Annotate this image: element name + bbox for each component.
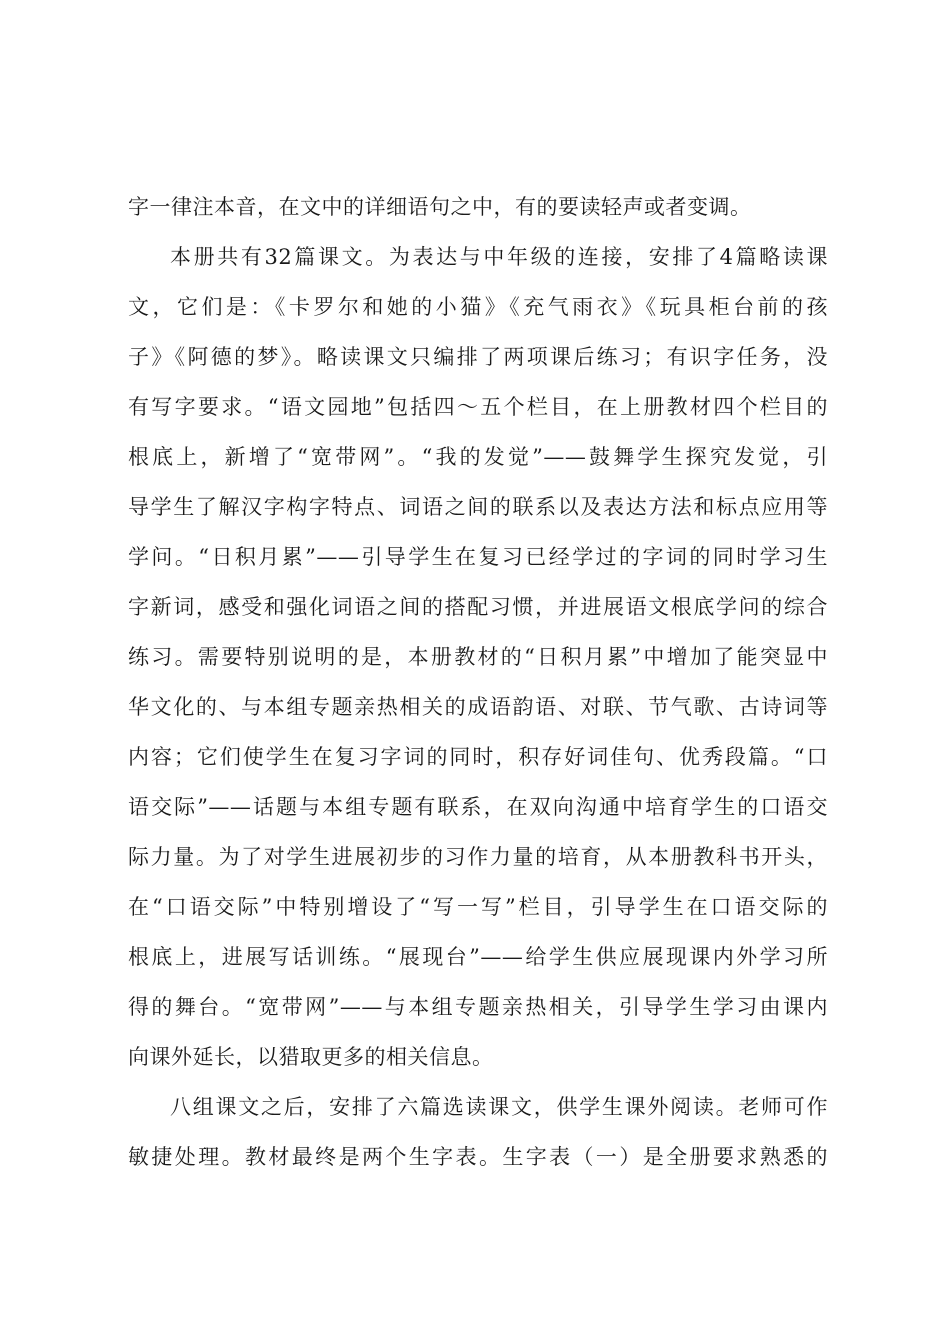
paragraph-2-line-16: 得的舞台。“宽带网”——与本组专题亲热相关，引导学生学习由课内 xyxy=(128,995,828,1019)
paragraph-2-line-13: 际力量。为了对学生进展初步的习作力量的培育，从本册教科书开头， xyxy=(128,845,828,869)
paragraph-2-line-4: 有写字要求。“语文园地”包括四～五个栏目，在上册教材四个栏目的 xyxy=(128,395,828,419)
paragraph-2-line-9: 练习。需要特别说明的是，本册教材的“日积月累”中增加了能突显中 xyxy=(128,645,828,669)
paragraph-3-line-1: 八组课文之后，安排了六篇选读课文，供学生课外阅读。老师可作 xyxy=(170,1095,828,1119)
paragraph-2-line-3: 子》《阿德的梦》。略读课文只编排了两项课后练习；有识字任务，没 xyxy=(128,345,828,369)
paragraph-2-line-10: 华文化的、与本组专题亲热相关的成语韵语、对联、节气歌、古诗词等 xyxy=(128,695,828,719)
paragraph-2-line-12: 语交际”——话题与本组专题有联系，在双向沟通中培育学生的口语交 xyxy=(128,795,828,819)
text-line-1: 字一律注本音，在文中的详细语句之中，有的要读轻声或者变调。 xyxy=(128,195,752,219)
paragraph-2-line-1: 本册共有32篇课文。为表达与中年级的连接，安排了4篇略读课 xyxy=(170,245,828,269)
paragraph-2-line-7: 学问。“日积月累”——引导学生在复习已经学过的字词的同时学习生 xyxy=(128,545,828,569)
paragraph-2-line-15: 根底上，进展写话训练。“展现台”——给学生供应展现课内外学习所 xyxy=(128,945,828,969)
paragraph-2-line-8: 字新词，感受和强化词语之间的搭配习惯，并进展语文根底学问的综合 xyxy=(128,595,828,619)
paragraph-2-line-17: 向课外延长，以猎取更多的相关信息。 xyxy=(128,1045,494,1069)
paragraph-2-line-6: 导学生了解汉字构字特点、词语之间的联系以及表达方法和标点应用等 xyxy=(128,495,828,519)
paragraph-3-line-2: 敏捷处理。教材最终是两个生字表。生字表（一）是全册要求熟悉的 xyxy=(128,1145,828,1169)
paragraph-2-line-14: 在“口语交际”中特别增设了“写一写”栏目，引导学生在口语交际的 xyxy=(128,895,828,919)
paragraph-2-line-11: 内容；它们使学生在复习字词的同时，积存好词佳句、优秀段篇。“口 xyxy=(128,745,828,769)
paragraph-2-line-5: 根底上，新增了“宽带网”。“我的发觉”——鼓舞学生探究发觉，引 xyxy=(128,445,828,469)
paragraph-2-line-2: 文，它们是：《卡罗尔和她的小猫》《充气雨衣》《玩具柜台前的孩 xyxy=(128,295,828,319)
